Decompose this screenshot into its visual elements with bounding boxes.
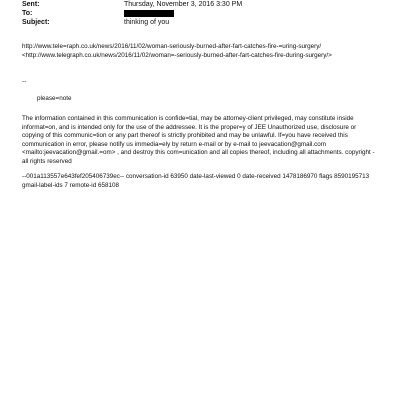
please-note: please=note (37, 95, 72, 102)
sent-label: Sent: (22, 1, 40, 8)
subject-label: Subject: (22, 19, 50, 26)
article-link-bracketed: <http://www.telegraph.co.uk/news/2016/11/02/woman=-seriously-burned-after-fart-catches-fire-during-surgery/> (22, 52, 332, 59)
sent-value: Thursday, November 3, 2016 3:30 PM (124, 1, 243, 8)
signature-separator: -- (22, 78, 27, 85)
message-metadata: --001a113557e643fef205406739ec-- conversation-id 63950 date-last-viewed 0 date-received 1478186970 flags 8590195713 gmail-label-ids 7 remote-id 658108 (22, 173, 371, 189)
redaction-bar (124, 10, 174, 17)
to-value (124, 9, 174, 18)
article-link: http://www.tele=raph.co.uk/news/2016/11/02/woman-seriously-burned-after-fart-catches-fire-=uring-surgery/ (22, 43, 322, 50)
subject-value: thinking of you (124, 19, 170, 26)
to-label: To: (22, 10, 33, 17)
confidentiality-disclaimer: The information contained in this communication is confide=tial, may be attorney-client privileged, may constitute inside informat=on, and is intended only for the use of the addressee. It is the proper=y of JEE Unauthorized use, disclosure or copying of this communic=tion or any part thereof is strictly prohibited and may be unlawful. If=you have received this communication in error, please notify us immedia=ely by return e-mail or by e-mail to jeevacation@gmail.com <mailto:jeevacation@gmail.=om> , and destroy this com=unication and all copies thereof, including all attachments. copyright -all rights reserved (22, 115, 375, 165)
